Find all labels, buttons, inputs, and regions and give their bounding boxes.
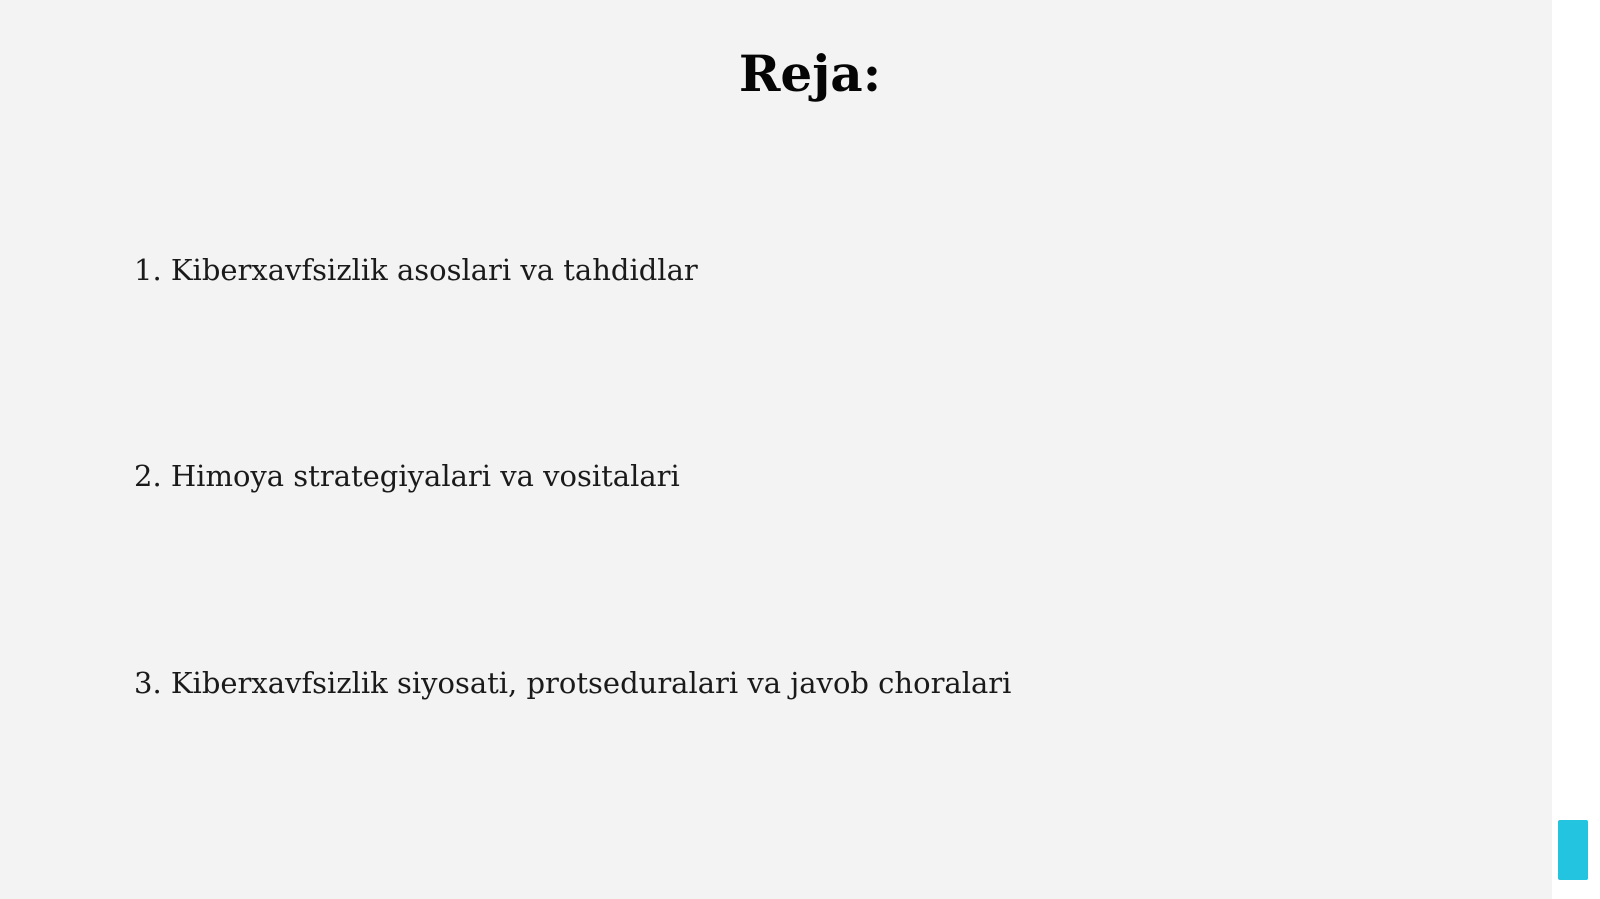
- plan-item-3: 3. Kiberxavfsizlik siyosati, protseduralari va javob choralari: [134, 666, 1012, 700]
- plan-item-1: 1. Kiberxavfsizlik asoslari va tahdidlar: [134, 253, 698, 287]
- slide-title: Reja:: [738, 44, 882, 103]
- scrollbar-thumb[interactable]: [1558, 820, 1588, 880]
- plan-item-2: 2. Himoya strategiyalari va vositalari: [134, 459, 680, 493]
